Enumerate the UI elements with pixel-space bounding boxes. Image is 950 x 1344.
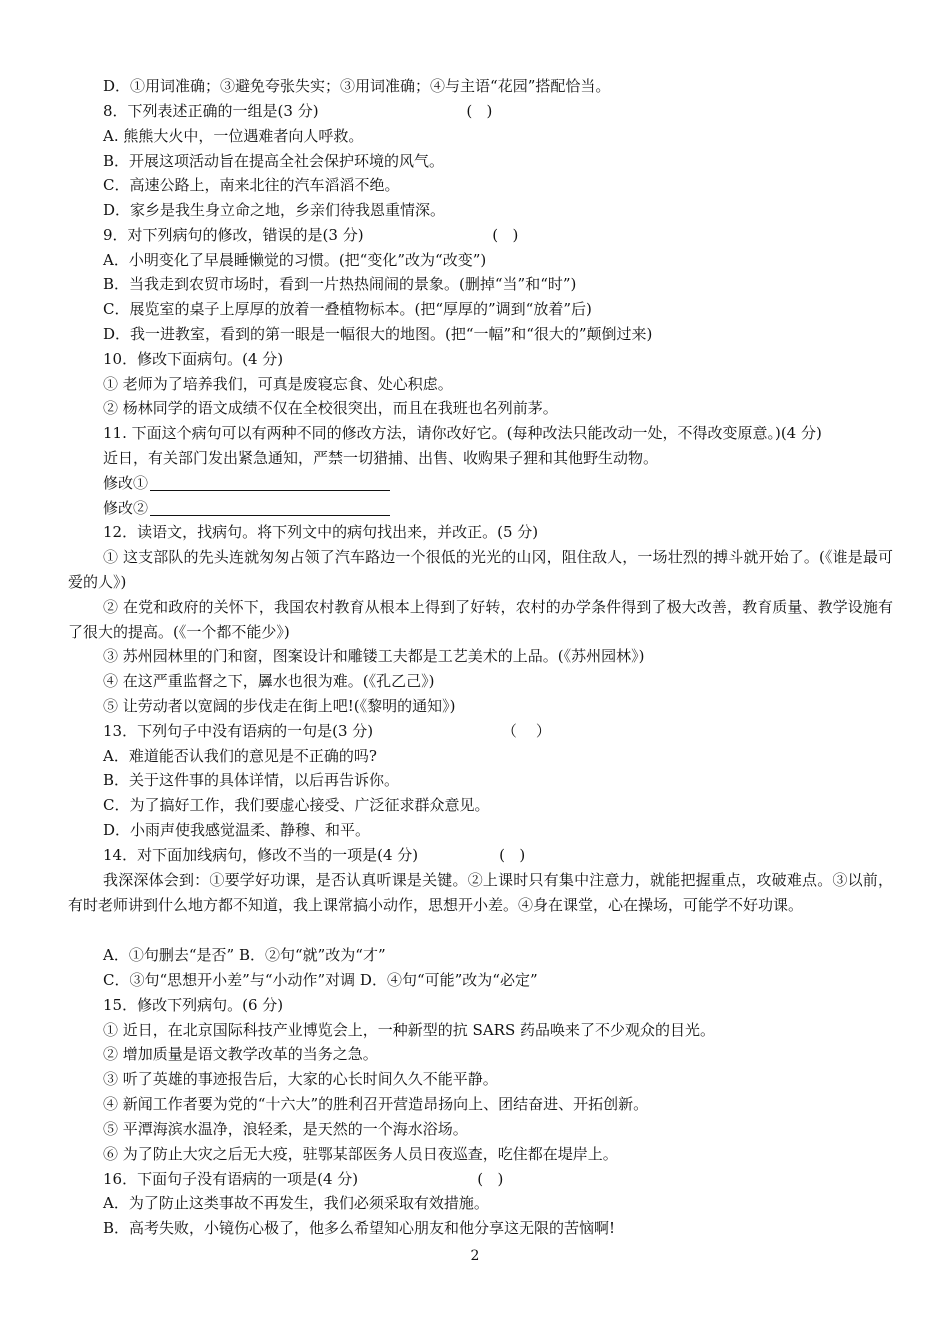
q11-stem: 11. 下面这个病句可以有两种不同的修改方法，请你改好它。(每种改法只能改动一处，不得改变原意。)(4 分) <box>103 424 822 442</box>
q13-stem: 13．下列句子中没有语病的一句是(3 分) （ ） <box>103 722 551 740</box>
q9-option-a: A．小明变化了早晨睡懒觉的习惯。(把“变化”改为“改变”) <box>103 251 487 269</box>
q9-stem: 9．对下列病句的修改，错误的是(3 分) ( ) <box>103 226 519 244</box>
q10-item-2: ② 杨林同学的语文成绩不仅在全校很突出，而且在我班也名列前茅。 <box>103 399 558 417</box>
q8-option-d: D．家乡是我生身立命之地，乡亲们待我恩重情深。 <box>103 201 446 219</box>
q11-revision-1-blank[interactable] <box>150 474 390 491</box>
q16-option-b: B．高考失败，小镜伤心极了，他多么希望知心朋友和他分享这无限的苦恼啊! <box>103 1219 616 1237</box>
q14-options-cd: C．③句“思想开小差”与“小动作”对调 D．④句“可能”改为“必定” <box>103 971 538 989</box>
q11-revision-2-blank[interactable] <box>150 499 390 516</box>
q12-item-4: ④ 在这严重监督之下，羼水也很为难。(《孔乙己》) <box>103 672 435 690</box>
q10-stem: 10．修改下面病句。(4 分) <box>103 350 284 368</box>
q8-option-a: A. 熊熊大火中，一位遇难者向人呼救。 <box>103 127 364 145</box>
q9-option-c: C．展览室的桌子上厚厚的放着一叠植物标本。(把“厚厚的”调到“放着”后) <box>103 300 592 318</box>
q12-item-5: ⑤ 让劳动者以宽阔的步伐走在街上吧!(《黎明的通知》) <box>103 697 456 715</box>
q15-item-5: ⑤ 平潭海滨水温净，浪轻柔，是天然的一个海水浴场。 <box>103 1120 468 1138</box>
q14-stem: 14．对下面加线病句，修改不当的一项是(4 分) ( ) <box>103 846 526 864</box>
q15-item-3: ③ 听了英雄的事迹报告后，大家的心长时间久久不能平静。 <box>103 1070 498 1088</box>
q13-option-d: D．小雨声使我感觉温柔、静穆、和平。 <box>103 821 371 839</box>
q11-revision-1 <box>103 473 390 493</box>
q16-stem: 16．下面句子没有语病的一项是(4 分) ( ) <box>103 1170 504 1188</box>
q13-option-a: A．难道能否认我们的意见是不正确的吗? <box>103 747 377 765</box>
q13-option-c: C．为了搞好工作，我们要虚心接受、广泛征求群众意见。 <box>103 796 490 814</box>
q12-item-3: ③ 苏州园林里的门和窗，图案设计和雕镂工夫都是工艺美术的上品。(《苏州园林》) <box>103 647 645 665</box>
q11-sentence: 近日，有关部门发出紧急通知，严禁一切猎捕、出售、收购果子狸和其他野生动物。 <box>103 449 659 467</box>
q15-stem: 15．修改下列病句。(6 分) <box>103 996 284 1014</box>
q10-item-1: ① 老师为了培养我们，可真是废寝忘食、处心积虑。 <box>103 375 453 393</box>
q8-stem: 8．下列表述正确的一组是(3 分) ( ) <box>103 102 493 120</box>
q15-item-2: ② 增加质量是语文教学改革的当务之急。 <box>103 1045 378 1063</box>
q8-option-b: B．开展这项活动旨在提高全社会保护环境的风气。 <box>103 152 445 170</box>
q14-options-ab: A．①句删去“是否” B．②句“就”改为“才” <box>103 946 386 964</box>
page-number: 2 <box>470 1248 480 1264</box>
q13-option-b: B．关于这件事的具体详情，以后再告诉你。 <box>103 771 400 789</box>
q7-option-d: D．①用词准确；③避免夸张失实；③用词准确；④与主语“花园”搭配恰当。 <box>103 77 611 95</box>
q9-option-b: B．当我走到农贸市场时，看到一片热热闹闹的景象。(删掉“当”和“时”) <box>103 275 577 293</box>
q15-item-4: ④ 新闻工作者要为党的“十六大”的胜利召开营造昂扬向上、团结奋进、开拓创新。 <box>103 1095 649 1113</box>
q11-revision-1-label: 修改① <box>103 474 149 492</box>
q14-passage: 我深深体会到：①要学好功课，是否认真听课是关键。②上课时只有集中注意力，就能把握重点，攻破难点。③以前，有时老师讲到什么地方都不知道，我上课常搞小动作，思想开小差。④身在课堂，心在操场，可能学不好功课。 <box>68 871 893 914</box>
q12-item-1: ① 这支部队的先头连就匆匆占领了汽车路边一个很低的光光的山冈，阻住敌人，一场壮烈的搏斗就开始了。(《谁是最可爱的人》) <box>68 548 893 591</box>
q11-revision-2 <box>103 498 390 518</box>
q15-item-1: ① 近日，在北京国际科技产业博览会上，一种新型的抗 SARS 药品唤来了不少观众的目光。 <box>103 1021 715 1039</box>
q15-item-6: ⑥ 为了防止大灾之后无大疫，驻鄂某部医务人员日夜巡查，吃住都在堤岸上。 <box>103 1145 618 1163</box>
q11-revision-2-label: 修改② <box>103 499 149 517</box>
q16-option-a: A．为了防止这类事故不再发生，我们必须采取有效措施。 <box>103 1194 489 1212</box>
q9-option-d: D．我一进教室，看到的第一眼是一幅很大的地图。(把“一幅”和“很大的”颠倒过来) <box>103 325 653 343</box>
q12-stem: 12．读语文，找病句。将下列文中的病句找出来，并改正。(5 分) <box>103 523 539 541</box>
q8-option-c: C．高速公路上，南来北往的汽车滔滔不绝。 <box>103 176 400 194</box>
q12-item-2: ② 在党和政府的关怀下，我国农村教育从根本上得到了好转，农村的办学条件得到了极大改善，教育质量、教学设施有了很大的提高。(《一个都不能少》) <box>68 598 893 641</box>
